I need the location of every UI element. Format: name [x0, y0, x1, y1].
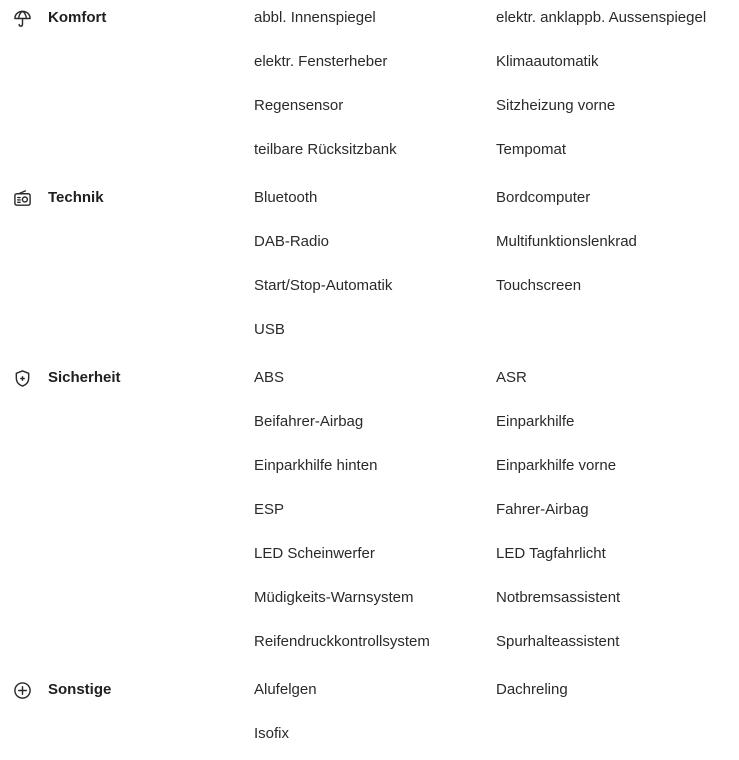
feature-item: LED Tagfahrlicht [496, 545, 606, 562]
feature-item: Bluetooth [254, 189, 318, 206]
feature-item: DAB-Radio [254, 233, 330, 250]
feature-item: teilbare Rücksitzbank [254, 141, 397, 158]
section-header [12, 680, 112, 700]
section-header [12, 188, 104, 208]
feature-item: Start/Stop-Automatik [254, 277, 393, 294]
feature-item: Sitzheizung vorne [496, 97, 616, 114]
feature-item: Touchscreen [496, 277, 582, 294]
section-title: Technik [48, 189, 104, 206]
feature-item: Multifunktionslenkrad [496, 233, 637, 250]
section-title: Sonstige [48, 681, 112, 698]
feature-list [254, 672, 724, 760]
feature-item: Bordcomputer [496, 189, 591, 206]
feature-item: Einparkhilfe [496, 413, 575, 430]
feature-item: Alufelgen [254, 681, 317, 698]
feature-item: ESP [254, 501, 285, 518]
feature-item: Beifahrer-Airbag [254, 413, 364, 430]
feature-item: elektr. Fensterheber [254, 53, 388, 70]
feature-list [254, 0, 724, 176]
feature-item: Fahrer-Airbag [496, 501, 589, 518]
feature-item: ABS [254, 369, 285, 386]
feature-item: Regensensor [254, 97, 344, 114]
shield-icon [12, 368, 32, 388]
feature-item: Spurhalteassistent [496, 633, 620, 650]
section-header [12, 8, 107, 28]
feature-item: abbl. Innenspiegel [254, 9, 376, 26]
feature-item: Dachreling [496, 681, 568, 698]
umbrella-icon [12, 8, 32, 28]
feature-item: Einparkhilfe hinten [254, 457, 378, 474]
feature-item: Isofix [254, 725, 290, 742]
feature-item: ASR [496, 369, 527, 386]
feature-list [254, 180, 724, 356]
section-header [12, 368, 121, 388]
section-title: Sicherheit [48, 369, 121, 386]
feature-item: LED Scheinwerfer [254, 545, 375, 562]
feature-item: Reifendruckkontrollsystem [254, 633, 430, 650]
feature-item: USB [254, 321, 285, 338]
feature-item: Tempomat [496, 141, 567, 158]
section-title: Komfort [48, 9, 107, 26]
feature-item: Klimaautomatik [496, 53, 599, 70]
feature-item: elektr. anklappb. Aussenspiegel [496, 9, 707, 26]
feature-item: Notbremsassistent [496, 589, 621, 606]
radio-icon [12, 188, 32, 208]
plus-circle-icon [12, 680, 32, 700]
feature-item: Einparkhilfe vorne [496, 457, 617, 474]
feature-item: Müdigkeits-Warnsystem [254, 589, 414, 606]
feature-list [254, 360, 724, 668]
